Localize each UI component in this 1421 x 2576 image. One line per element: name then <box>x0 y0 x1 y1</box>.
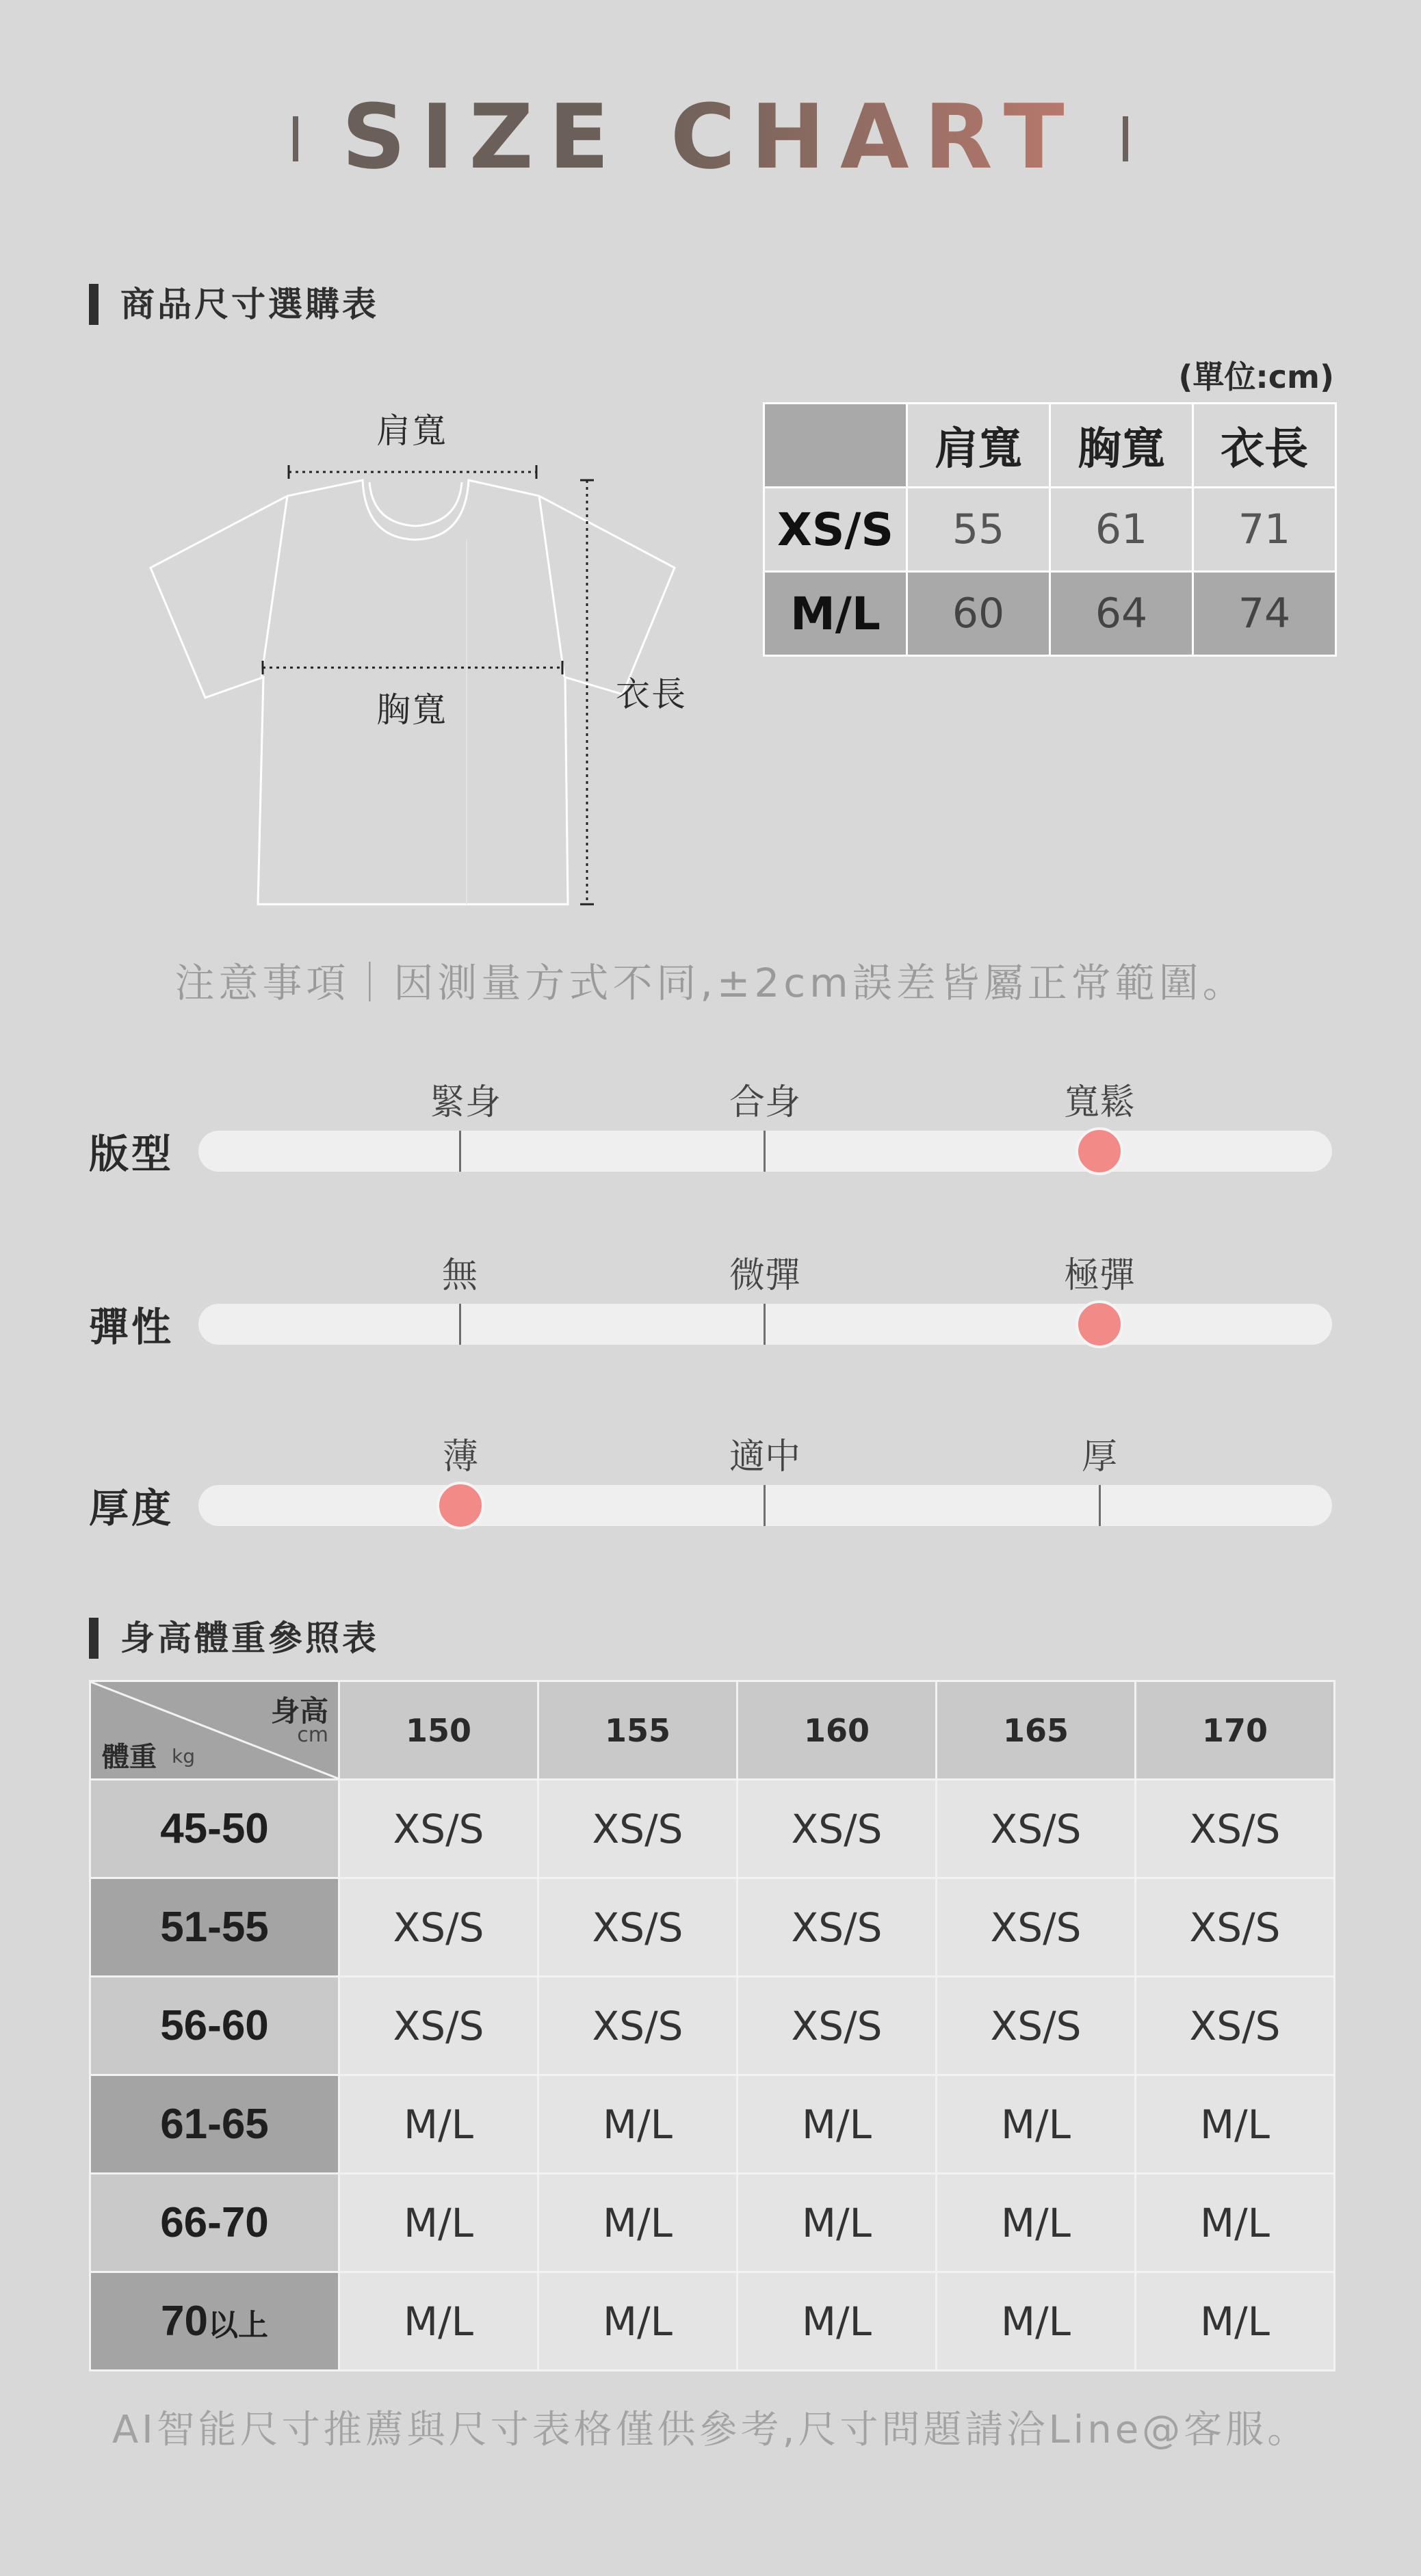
size-cell: XS/S <box>339 1977 538 2075</box>
weight-range: 45-50 <box>90 1780 339 1878</box>
fit-tick-label: 緊身 <box>429 1082 501 1123</box>
height-weight-table <box>89 1680 1335 2371</box>
size-cell: M/L <box>738 2272 937 2371</box>
size-cell: M/L <box>1136 2174 1335 2272</box>
fit-tick <box>459 1131 461 1172</box>
size-cell: XS/S <box>937 1878 1136 1977</box>
size-label: XS/S <box>764 488 907 572</box>
height-header: 165 <box>937 1681 1136 1780</box>
thickness-label: 厚度 <box>89 1485 174 1532</box>
elasticity-label: 彈性 <box>89 1304 174 1350</box>
size-cell: M/L <box>937 2174 1136 2272</box>
size-cell: M/L <box>339 2075 538 2174</box>
weight-row <box>90 1977 1335 2075</box>
height-header: 160 <box>738 1681 937 1780</box>
weight-axis-label: 體重 <box>102 1742 157 1773</box>
weight-range: 66-70 <box>90 2174 339 2272</box>
thickness-tick-label: 適中 <box>729 1436 800 1477</box>
tshirt-outline <box>144 397 712 923</box>
elasticity-tick-label: 無 <box>441 1255 478 1296</box>
height-header-row <box>90 1681 1335 1780</box>
chest-label: 胸寬 <box>376 690 447 730</box>
fit-indicator-dot <box>1075 1127 1123 1175</box>
size-cell: XS/S <box>738 1878 937 1977</box>
size-row-xs-s <box>764 488 1336 572</box>
size-label: M/L <box>764 572 907 656</box>
header-shoulder: 肩寬 <box>907 404 1050 488</box>
size-cell: XS/S <box>339 1878 538 1977</box>
fit-tick-label: 合身 <box>729 1082 800 1123</box>
size-value: 60 <box>907 572 1050 656</box>
size-table-corner <box>764 404 907 488</box>
size-cell: M/L <box>339 2174 538 2272</box>
size-value: 64 <box>1050 572 1193 656</box>
size-cell: XS/S <box>1136 1977 1335 2075</box>
size-cell: XS/S <box>538 1977 738 2075</box>
elasticity-tick <box>764 1304 766 1345</box>
size-value: 71 <box>1193 488 1336 572</box>
size-cell: M/L <box>538 2272 738 2371</box>
height-header: 155 <box>538 1681 738 1780</box>
height-axis-unit: cm <box>297 1723 328 1747</box>
size-table <box>763 402 1337 657</box>
heading-bar <box>89 1618 99 1659</box>
height-axis-label: 身高 <box>270 1694 328 1728</box>
heading-bar <box>89 284 99 325</box>
unit-label: (單位:cm) <box>1178 358 1334 395</box>
weight-row <box>90 1780 1335 1878</box>
weight-range: 51-55 <box>90 1878 339 1977</box>
size-value: 55 <box>907 488 1050 572</box>
size-cell: M/L <box>339 2272 538 2371</box>
weight-axis-unit: kg <box>172 1745 195 1767</box>
size-value: 74 <box>1193 572 1336 656</box>
elasticity-tick <box>459 1304 461 1345</box>
body-section-heading <box>89 1618 499 1659</box>
weight-row <box>90 2174 1335 2272</box>
size-cell: XS/S <box>937 1977 1136 2075</box>
tshirt-diagram <box>144 397 712 923</box>
size-cell: XS/S <box>738 1780 937 1878</box>
size-cell: XS/S <box>1136 1878 1335 1977</box>
elasticity-indicator-dot <box>1075 1300 1123 1348</box>
weight-range: 70 <box>161 2298 208 2345</box>
size-cell: XS/S <box>1136 1780 1335 1878</box>
fit-track <box>198 1131 1332 1172</box>
weight-range: 61-65 <box>90 2075 339 2174</box>
elasticity-tick-label: 極彈 <box>1063 1255 1135 1296</box>
page-title: SIZE CHART <box>0 89 1421 185</box>
fit-scale <box>0 1070 1421 1177</box>
elasticity-track <box>198 1304 1332 1345</box>
size-cell: M/L <box>1136 2075 1335 2174</box>
fit-tick <box>764 1131 766 1172</box>
size-cell: M/L <box>937 2272 1136 2371</box>
title-banner <box>0 85 1421 189</box>
size-cell: XS/S <box>738 1977 937 2075</box>
measurement-notice: 注意事項｜因測量方式不同,±2cm誤差皆屬正常範圍。 <box>174 960 1247 1006</box>
weight-range-cell <box>90 2272 339 2371</box>
thickness-tick-label: 薄 <box>442 1436 478 1477</box>
size-cell: M/L <box>738 2075 937 2174</box>
body-section-title: 身高體重參照表 <box>120 1618 379 1658</box>
thickness-tick <box>764 1485 766 1526</box>
thickness-track <box>198 1485 1332 1526</box>
height-header: 170 <box>1136 1681 1335 1780</box>
fit-tick-label: 寬鬆 <box>1063 1082 1135 1123</box>
size-cell: XS/S <box>538 1780 738 1878</box>
height-header: 150 <box>339 1681 538 1780</box>
length-label: 衣長 <box>616 674 687 714</box>
fit-label: 版型 <box>89 1131 174 1177</box>
size-cell: M/L <box>738 2174 937 2272</box>
weight-row <box>90 1878 1335 1977</box>
thickness-tick <box>1099 1485 1101 1526</box>
footer-disclaimer: AI智能尺寸推薦與尺寸表格僅供參考,尺寸問題請洽Line@客服。 <box>112 2408 1309 2452</box>
size-cell: M/L <box>538 2174 738 2272</box>
shoulder-label: 肩寬 <box>376 411 447 451</box>
thickness-scale <box>0 1425 1421 1532</box>
size-cell: M/L <box>538 2075 738 2174</box>
elasticity-scale <box>0 1244 1421 1350</box>
weight-range-suffix: 以上 <box>207 2309 268 2342</box>
weight-row <box>90 2075 1335 2174</box>
size-cell: XS/S <box>339 1780 538 1878</box>
size-section-title: 商品尺寸選購表 <box>120 285 379 324</box>
size-row-m-l <box>764 572 1336 656</box>
size-cell: XS/S <box>937 1780 1136 1878</box>
table-corner-cell <box>90 1681 339 1780</box>
title-right-bar <box>1123 116 1128 161</box>
size-cell: XS/S <box>538 1878 738 1977</box>
size-cell: M/L <box>937 2075 1136 2174</box>
thickness-indicator-dot <box>436 1482 484 1529</box>
size-section-heading <box>89 284 499 325</box>
weight-range: 56-60 <box>90 1977 339 2075</box>
header-chest: 胸寬 <box>1050 404 1193 488</box>
thickness-tick-label: 厚 <box>1081 1436 1117 1477</box>
size-value: 61 <box>1050 488 1193 572</box>
weight-row <box>90 2272 1335 2371</box>
elasticity-tick-label: 微彈 <box>729 1255 800 1296</box>
size-cell: M/L <box>1136 2272 1335 2371</box>
size-table-header <box>764 404 1336 488</box>
header-length: 衣長 <box>1193 404 1336 488</box>
